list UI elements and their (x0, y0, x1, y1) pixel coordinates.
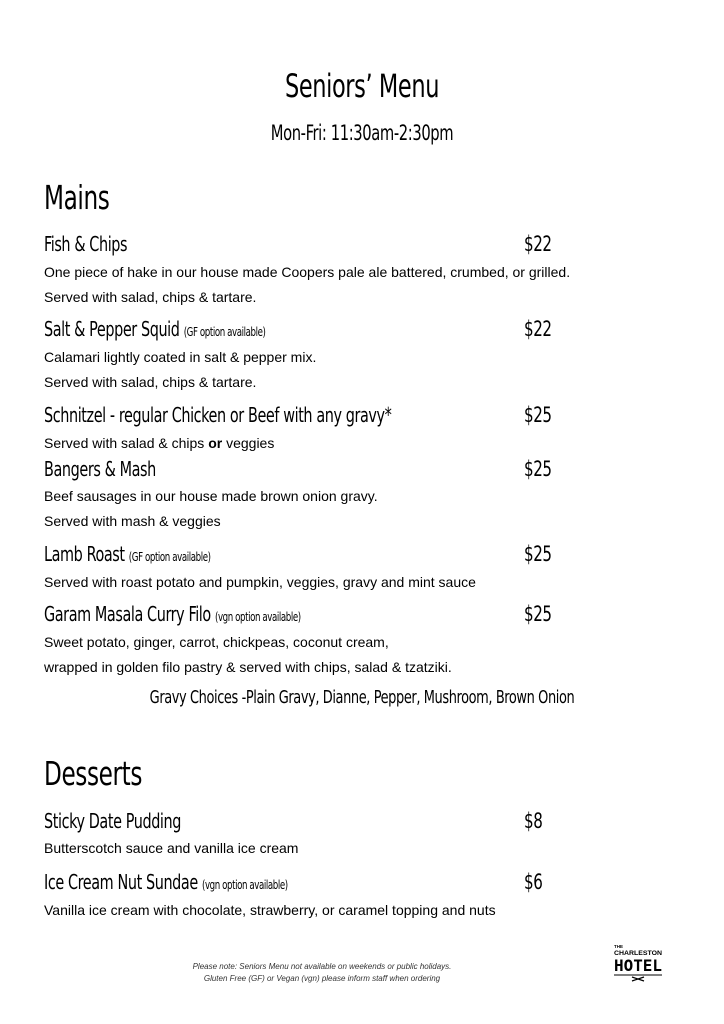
menu-item-description (44, 434, 274, 452)
footer-note (0, 961, 644, 985)
logo-utensils-icon (632, 977, 644, 981)
menu-item-price: $8 (524, 809, 543, 833)
menu-item-price: $25 (524, 542, 552, 566)
logo-text-top: THE (614, 944, 623, 949)
item-name-text: Lamb Roast (44, 542, 125, 566)
menu-item-price: $22 (524, 317, 552, 341)
footer-note-line: Gluten Free (GF) or Vegan (vgn) please inform staff when ordering (203, 974, 441, 983)
menu-item-name (44, 600, 301, 631)
menu-item-price: $25 (524, 457, 552, 481)
footer-note-line: Please note: Seniors Menu not available on weekends or public holidays. (192, 962, 452, 971)
menu-item-price: $6 (524, 870, 543, 894)
menu-item-description: One piece of hake in our house made Coopers pale ale battered, crumbed, or grilled. (44, 264, 571, 280)
menu-hours: Mon-Fri: 11:30am-2:30pm (270, 121, 454, 145)
item-name-text: Bangers & Mash (44, 457, 156, 481)
menu-item-name (44, 230, 127, 258)
item-name-text: Sticky Date Pudding (44, 809, 181, 833)
menu-item-description: Served with salad, chips & tartare. (44, 374, 257, 390)
item-name-text: Salt & Pepper Squid (44, 317, 180, 341)
menu-title: Seniors’ Menu (284, 67, 440, 105)
menu-item-description: Calamari lightly coated in salt & pepper mix. (44, 349, 317, 365)
menu-item-name (44, 401, 391, 429)
logo-text-mid: CHARLESTON (614, 951, 662, 957)
logo-text-main: HOTEL (614, 956, 662, 975)
menu-item-description: Served with roast potato and pumpkin, veggies, gravy and mint sauce (44, 574, 476, 590)
item-name-text: Fish & Chips (44, 232, 128, 256)
menu-item-name (44, 540, 211, 571)
menu-item-name (44, 455, 156, 483)
section-heading-desserts: Desserts (44, 754, 143, 793)
desc-emphasis: or (208, 435, 223, 451)
menu-item-description: wrapped in golden filo pastry & served with chips, salad & tzatziki. (44, 659, 452, 675)
item-name-text: Schnitzel - regular Chicken or Beef with any gravy* (44, 403, 392, 427)
charleston-hotel-logo (612, 942, 664, 982)
menu-item-description: Butterscotch sauce and vanilla ice cream (44, 840, 299, 856)
menu-item-name (44, 807, 181, 835)
menu-item-description: Sweet potato, ginger, carrot, chickpeas, coconut cream, (44, 634, 389, 650)
item-dietary-note: (vgn option available) (214, 610, 301, 624)
section-heading-mains: Mains (44, 178, 110, 217)
item-name-text: Garam Masala Curry Filo (44, 602, 211, 626)
menu-item-price: $25 (524, 602, 552, 626)
menu-item-name (44, 315, 265, 346)
menu-item-description: Beef sausages in our house made brown onion gravy. (44, 488, 378, 504)
desc-text: Served with salad & chips (44, 435, 209, 451)
menu-item-description: Served with mash & veggies (44, 513, 221, 529)
menu-item-name (44, 868, 288, 899)
menu-item-price: $22 (524, 232, 552, 256)
gravy-choices: Gravy Choices -Plain Gravy, Dianne, Pepper, Mushroom, Brown Onion (149, 687, 575, 708)
item-name-text: Ice Cream Nut Sundae (44, 870, 198, 894)
item-dietary-note: (GF option available) (183, 325, 266, 339)
menu-item-price: $25 (524, 403, 552, 427)
menu-item-description: Served with salad, chips & tartare. (44, 289, 257, 305)
desc-text: veggies (222, 435, 275, 451)
item-dietary-note: (vgn option available) (201, 878, 288, 892)
item-dietary-note: (GF option available) (128, 550, 211, 564)
menu-item-description: Vanilla ice cream with chocolate, strawberry, or caramel topping and nuts (44, 902, 496, 918)
